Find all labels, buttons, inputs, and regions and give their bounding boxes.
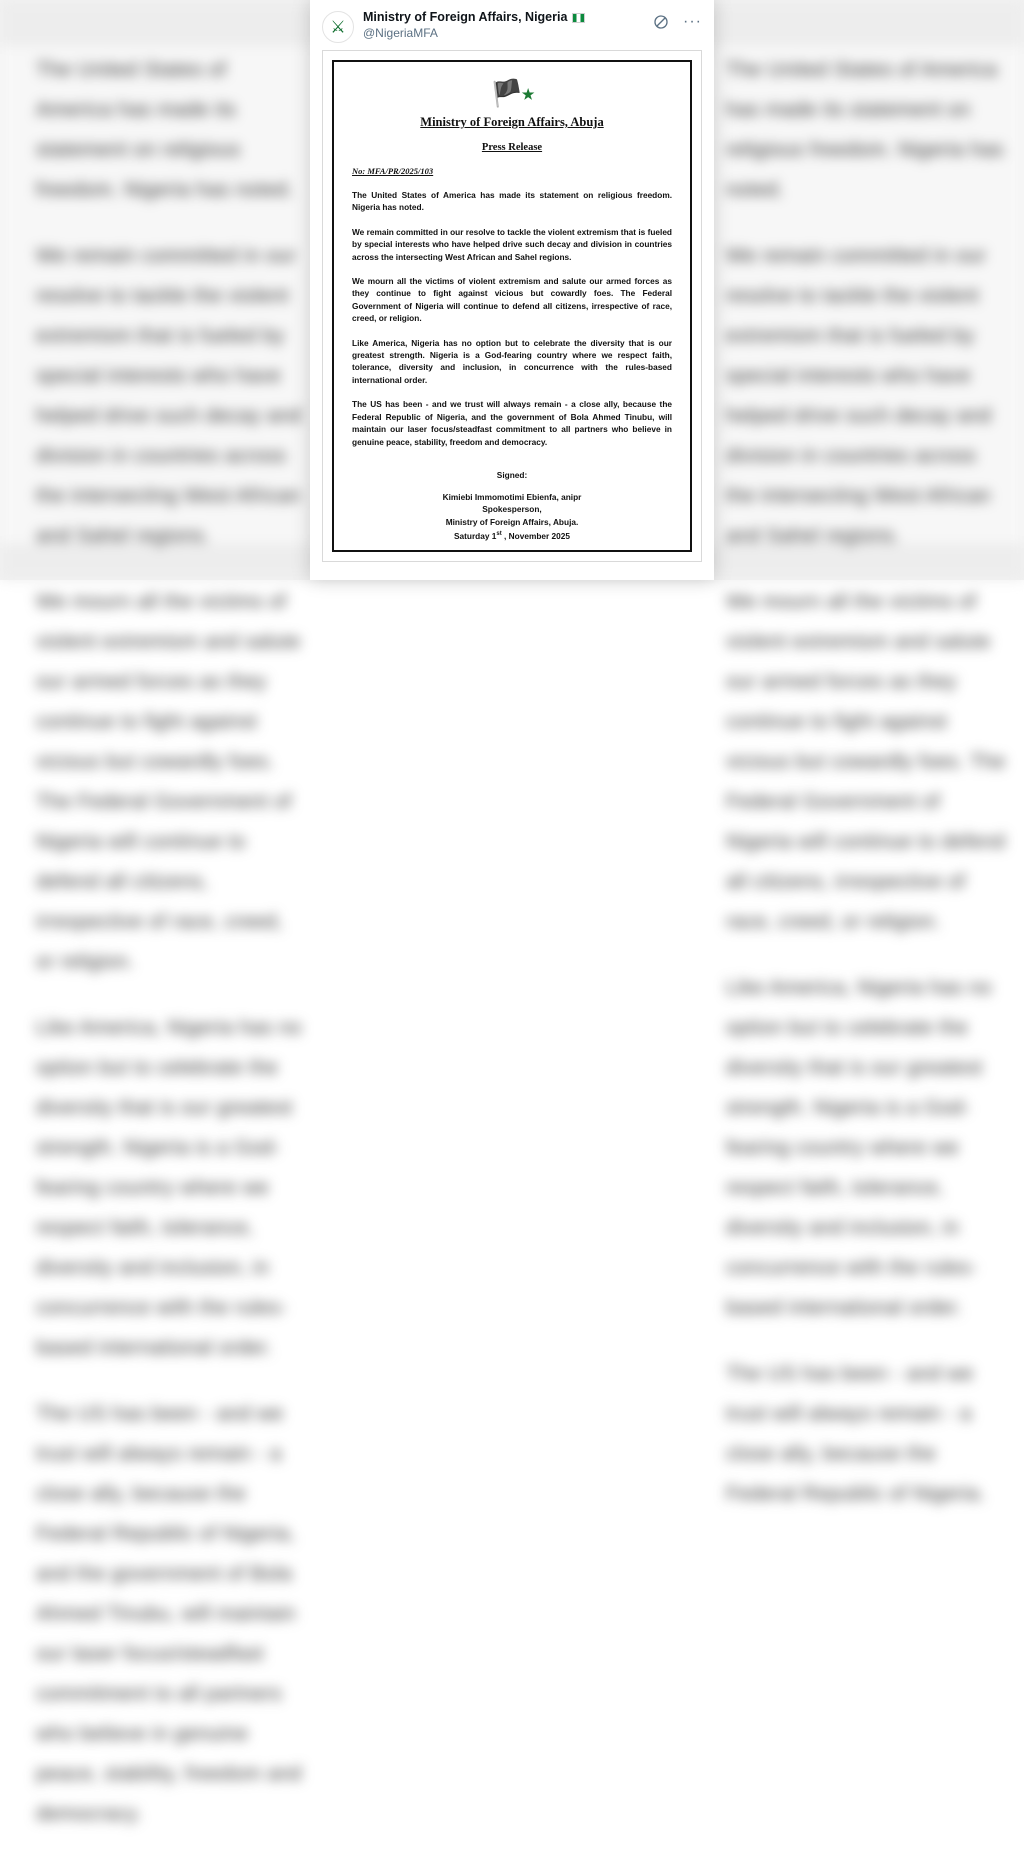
background-paragraph: The United States of America has made its statement on religious freedom. Nigeria has noted.: [36, 59, 294, 201]
background-paragraph: Like America, Nigeria has no option but to celebrate the diversity that is our greatest strength. Nigeria is a God-fearing country where we respect faith, tolerance, diversity and inclusion, in concurrence with the rules-based international order.: [36, 1017, 302, 1359]
nigeria-flag-icon: [572, 13, 585, 23]
document-signature: [352, 470, 672, 543]
signature-lead: Signed:: [496, 469, 528, 480]
author-handle[interactable]: @NigeriaMFA: [363, 26, 438, 40]
background-paragraph: We mourn all the victims of violent extremism and salute our armed forces as they continue to fight against vicious but cowardly foes. The Federal Government of Nigeria will continue to defend all citizens, irrespective of race, creed, or religion.: [726, 591, 1006, 933]
document-paragraph: The US has been - and we trust will always remain - a close ally, because the Federal Republic of Nigeria, and the government of Bola Ahmed Tinubu, will maintain our laser focus/steadfast commitment to all partners who believe in genuine peace, stability, freedom and democracy.: [352, 399, 672, 447]
document-paragraph: The United States of America has made its statement on religious freedom. Nigeria has noted.: [352, 190, 672, 213]
post-card: [310, 0, 714, 580]
coat-of-arms-icon: ⚔: [330, 17, 346, 37]
post-author: [363, 10, 652, 41]
background-paragraph: The US has been - and we trust will always remain - a close ally, because the Federal Republic of Nigeria.: [726, 1363, 986, 1505]
coat-of-arms-glyph: 🏴⭑: [490, 78, 534, 108]
post-header-actions: [652, 13, 702, 30]
background-paragraph: The US has been - and we trust will always remain - a close ally, because the Federal Republic of Nigeria, and the government of Bola Ahmed Tinubu, will maintain our laser focus/steadfast commitment to all partners who believe in genuine peace, stability, freedom and democracy.: [36, 1403, 302, 1825]
background-paragraph: We mourn all the victims of violent extremism and salute our armed forces as they continue to fight against vicious but cowardly foes. The Federal Government of Nigeria will continue to defend all citizens, irrespective of race, creed, or religion.: [36, 591, 301, 973]
signature-date-rest: , November 2025: [501, 531, 571, 542]
signature-date-suffix: st: [496, 531, 502, 538]
background-paragraph: We remain committed in our resolve to tackle the violent extremism that is fueled by special interests who have helped drive such decay and division in countries across the intersecting West African and Sahel regions.: [36, 245, 302, 547]
document-paragraph: We mourn all the victims of violent extremism and salute our armed forces as they continue to fight against vicious but cowardly foes. The Federal Government of Nigeria will continue to defend all citizens, irrespective of race, creed, or religion.: [352, 276, 672, 324]
background-text-left: [36, 50, 304, 1860]
signature-organisation: Ministry of Foreign Affairs, Abuja.: [445, 516, 579, 527]
press-release-document: [332, 60, 692, 552]
more-options-icon[interactable]: ···: [683, 12, 702, 30]
coat-of-arms: [352, 80, 672, 106]
document-body: [352, 189, 672, 448]
background-paragraph: Like America, Nigeria has no option but to celebrate the diversity that is our greatest strength. Nigeria is a God-fearing country where we respect faith, tolerance, diversity and inclusion, in concurrence with the rules-based international order.: [726, 977, 992, 1319]
signature-role: Spokesperson,: [482, 504, 542, 515]
press-release-image[interactable]: [322, 50, 702, 562]
background-paragraph: The United States of America has made its statement on religious freedom. Nigeria has noted.: [726, 59, 1004, 201]
signature-date: [352, 528, 672, 542]
document-subtitle: Press Release: [481, 142, 543, 153]
avatar[interactable]: [322, 11, 354, 43]
document-reference: No: MFA/PR/2025/103: [352, 166, 434, 176]
post-header: [310, 0, 714, 42]
signature-name: Kimiebi Immomotimi Ebienfa, anipr: [442, 491, 582, 502]
background-paragraph: We remain committed in our resolve to tackle the violent extremism that is fueled by special interests who have helped drive such decay and division in countries across the intersecting West African and Sahel regions.: [726, 245, 992, 547]
background-text-right: [726, 50, 1006, 1540]
author-display-name-text: Ministry of Foreign Affairs, Nigeria: [363, 10, 568, 24]
signature-date-prefix: Saturday 1: [453, 531, 497, 542]
document-title: Ministry of Foreign Affairs, Abuja: [420, 115, 604, 129]
author-display-name[interactable]: [363, 10, 652, 25]
document-paragraph: Like America, Nigeria has no option but to celebrate the diversity that is our greatest strength. Nigeria is a God-fearing country where we respect faith, tolerance, diversity and inclusion, in concurrence with the rules-based international order.: [352, 337, 672, 385]
document-paragraph: We remain committed in our resolve to tackle the violent extremism that is fueled by special interests who have helped drive such decay and division in countries across the intersecting West African and Sahel regions.: [352, 226, 672, 262]
mute-icon[interactable]: [652, 13, 669, 30]
